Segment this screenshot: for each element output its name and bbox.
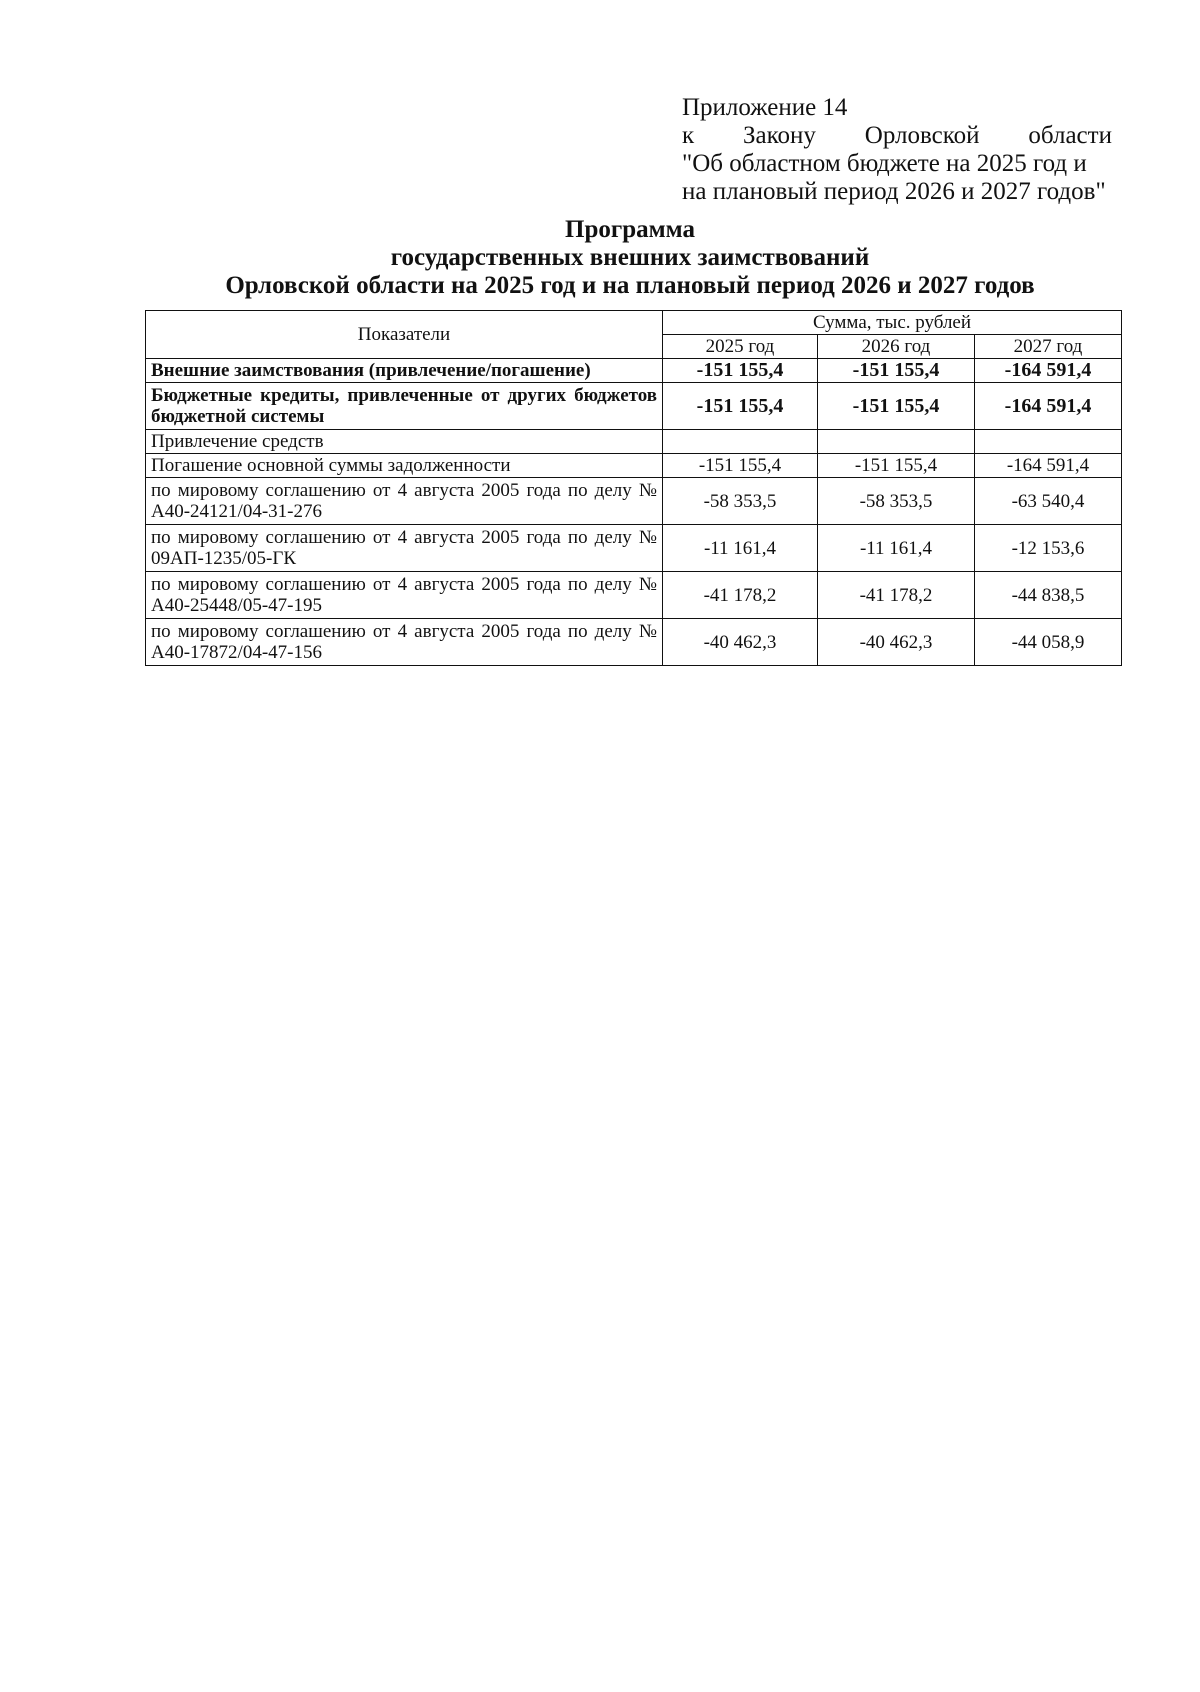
row-value: -164 591,4 [975,383,1122,430]
row-value: -41 178,2 [818,572,975,619]
appendix-word: Орловской [864,122,980,149]
appendix-law-title-1: "Об областном бюджете на 2025 год и [682,150,1087,177]
row-value: -44 058,9 [975,619,1122,666]
appendix-header [682,94,1112,206]
row-value: -40 462,3 [818,619,975,666]
appendix-word: к [682,122,695,149]
row-value: -58 353,5 [663,478,818,525]
row-value [975,430,1122,454]
row-value: -40 462,3 [663,619,818,666]
borrowing-table [145,310,1122,666]
header-year: 2027 год [975,335,1122,359]
row-label: по мировому соглашению от 4 августа 2005 года по делу № А40-24121/04-31-276 [146,478,663,525]
appendix-number: Приложение 14 [682,94,848,121]
row-label: по мировому соглашению от 4 августа 2005 года по делу № А40-17872/04-47-156 [146,619,663,666]
appendix-word: области [1028,122,1112,149]
table-row [146,454,1122,478]
row-value [818,430,975,454]
row-value: -63 540,4 [975,478,1122,525]
row-value [663,430,818,454]
row-value: -41 178,2 [663,572,818,619]
row-value: -164 591,4 [975,454,1122,478]
document-title [140,216,1120,300]
table-row [146,359,1122,383]
row-value: -151 155,4 [818,359,975,383]
row-value: -151 155,4 [818,383,975,430]
row-value: -11 161,4 [663,525,818,572]
header-year: 2026 год [818,335,975,359]
row-value: -44 838,5 [975,572,1122,619]
table-row [146,572,1122,619]
row-label: Привлечение средств [146,430,663,454]
title-line-2: государственных внешних заимствований [390,244,870,271]
row-label: Внешние заимствования (привлечение/погашение) [146,359,663,383]
table-row [146,619,1122,666]
row-value: -151 155,4 [818,454,975,478]
row-label: по мировому соглашению от 4 августа 2005 года по делу № 09АП-1235/05-ГК [146,525,663,572]
table-row [146,525,1122,572]
table-row [146,383,1122,430]
header-year: 2025 год [663,335,818,359]
row-value: -151 155,4 [663,383,818,430]
row-label: по мировому соглашению от 4 августа 2005 года по делу № А40-25448/05-47-195 [146,572,663,619]
title-line-3: Орловской области на 2025 год и на плановый период 2026 и 2027 годов [225,272,1035,299]
table-row [146,430,1122,454]
row-value: -11 161,4 [818,525,975,572]
row-label: Бюджетные кредиты, привлеченные от других бюджетов бюджетной системы [146,383,663,430]
table-row [146,478,1122,525]
appendix-word: Закону [743,122,816,149]
row-label: Погашение основной суммы задолженности [146,454,663,478]
appendix-law-title-2: на плановый период 2026 и 2027 годов" [682,178,1106,205]
row-value: -151 155,4 [663,359,818,383]
row-value: -58 353,5 [818,478,975,525]
appendix-law-line [682,122,1112,150]
row-value: -151 155,4 [663,454,818,478]
header-sum: Сумма, тыс. рублей [663,311,1122,335]
row-value: -164 591,4 [975,359,1122,383]
title-line-1: Программа [565,216,695,243]
header-indicators: Показатели [146,311,663,359]
row-value: -12 153,6 [975,525,1122,572]
